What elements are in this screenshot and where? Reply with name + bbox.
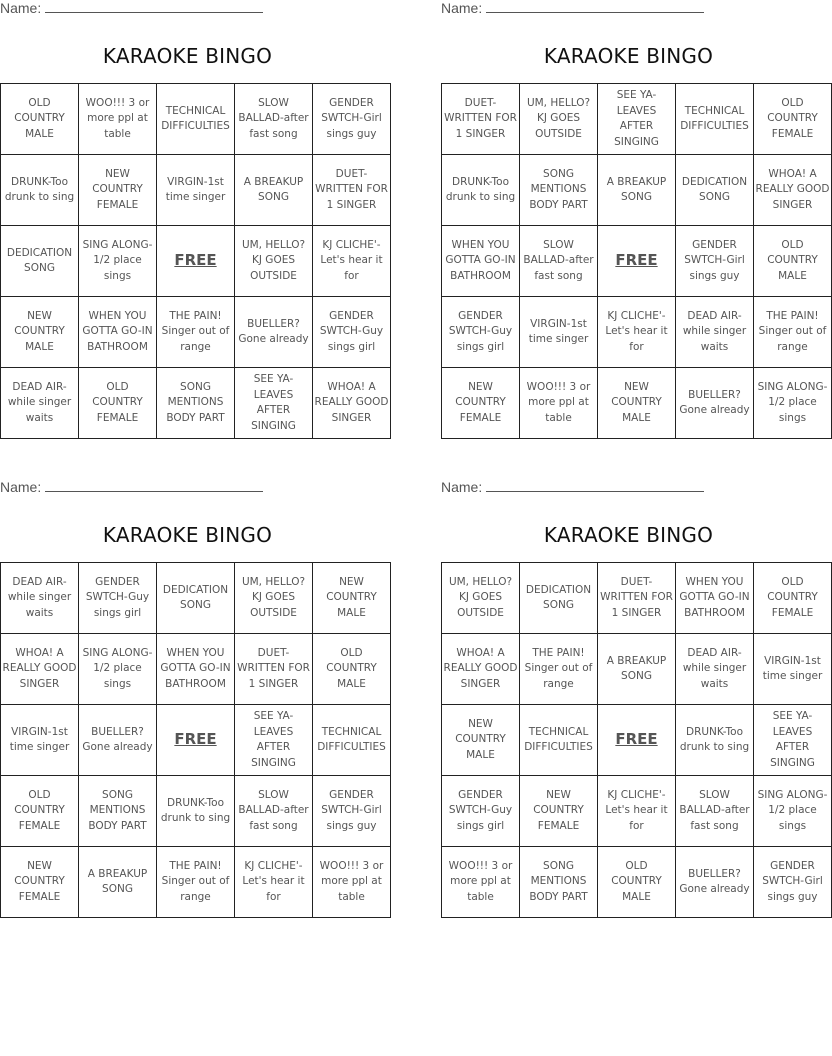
- bingo-cell: SLOW BALLAD-after fast song: [235, 776, 313, 847]
- bingo-cell: SONG MENTIONS BODY PART: [157, 368, 235, 439]
- bingo-cell: BUELLER? Gone already: [676, 847, 754, 918]
- bingo-cell: SING ALONG-1/2 place sings: [79, 226, 157, 297]
- bingo-cell: DUET-WRITTEN FOR 1 SINGER: [598, 563, 676, 634]
- free-space: FREE: [157, 705, 235, 776]
- bingo-cell: DUET-WRITTEN FOR 1 SINGER: [442, 84, 520, 155]
- bingo-cell: TECHNICAL DIFFICULTIES: [520, 705, 598, 776]
- bingo-cell: SONG MENTIONS BODY PART: [520, 155, 598, 226]
- bingo-cell: DUET-WRITTEN FOR 1 SINGER: [313, 155, 391, 226]
- bingo-cell: KJ CLICHE'-Let's hear it for: [598, 776, 676, 847]
- grid-row: [1, 368, 391, 439]
- grid-row: [442, 297, 832, 368]
- bingo-cell: OLD COUNTRY FEMALE: [79, 368, 157, 439]
- bingo-cell: OLD COUNTRY MALE: [754, 226, 832, 297]
- bingo-cell: THE PAIN! Singer out of range: [157, 297, 235, 368]
- bingo-cell: NEW COUNTRY FEMALE: [79, 155, 157, 226]
- bingo-cell: UM, HELLO? KJ GOES OUTSIDE: [235, 563, 313, 634]
- name-line: [0, 479, 263, 499]
- bingo-cell: GENDER SWTCH-Guy sings girl: [79, 563, 157, 634]
- card-title: KARAOKE BINGO: [543, 44, 714, 68]
- grid-row: [442, 368, 832, 439]
- card-title: KARAOKE BINGO: [102, 523, 273, 547]
- grid-row: [442, 634, 832, 705]
- grid-row: [442, 705, 832, 776]
- bingo-cell: DEAD AIR-while singer waits: [676, 297, 754, 368]
- bingo-cell: WHOA! A REALLY GOOD SINGER: [1, 634, 79, 705]
- name-blank: [486, 0, 704, 13]
- bingo-cell: VIRGIN-1st time singer: [520, 297, 598, 368]
- card-title: KARAOKE BINGO: [543, 523, 714, 547]
- bingo-cell: GENDER SWTCH-Guy sings girl: [313, 297, 391, 368]
- bingo-cell: BUELLER? Gone already: [79, 705, 157, 776]
- grid-row: [1, 84, 391, 155]
- name-line: [441, 479, 704, 499]
- bingo-cell: VIRGIN-1st time singer: [157, 155, 235, 226]
- grid-row: [442, 776, 832, 847]
- bingo-cell: DEDICATION SONG: [520, 563, 598, 634]
- bingo-cell: GENDER SWTCH-Girl sings guy: [313, 84, 391, 155]
- bingo-cell: DRUNK-Too drunk to sing: [676, 705, 754, 776]
- bingo-cell: DEDICATION SONG: [676, 155, 754, 226]
- bingo-cell: WHEN YOU GOTTA GO-IN BATHROOM: [79, 297, 157, 368]
- grid-row: [442, 155, 832, 226]
- bingo-cell: WHEN YOU GOTTA GO-IN BATHROOM: [676, 563, 754, 634]
- free-space: FREE: [598, 705, 676, 776]
- grid-row: [1, 776, 391, 847]
- bingo-cell: A BREAKUP SONG: [235, 155, 313, 226]
- bingo-cell: GENDER SWTCH-Guy sings girl: [442, 297, 520, 368]
- name-blank: [45, 479, 263, 492]
- bingo-cell: TECHNICAL DIFFICULTIES: [676, 84, 754, 155]
- grid-row: [1, 155, 391, 226]
- bingo-cell: DEDICATION SONG: [1, 226, 79, 297]
- bingo-cell: DEAD AIR-while singer waits: [676, 634, 754, 705]
- bingo-cell: NEW COUNTRY MALE: [313, 563, 391, 634]
- bingo-cell: DRUNK-Too drunk to sing: [1, 155, 79, 226]
- bingo-cell: SING ALONG-1/2 place sings: [79, 634, 157, 705]
- bingo-cell: OLD COUNTRY FEMALE: [754, 563, 832, 634]
- bingo-cell: THE PAIN! Singer out of range: [157, 847, 235, 918]
- grid-row: [1, 563, 391, 634]
- bingo-cell: SEE YA-LEAVES AFTER SINGING: [235, 368, 313, 439]
- bingo-cell: VIRGIN-1st time singer: [1, 705, 79, 776]
- bingo-cell: THE PAIN! Singer out of range: [754, 297, 832, 368]
- bingo-cell: NEW COUNTRY MALE: [598, 368, 676, 439]
- name-line: [0, 0, 263, 20]
- bingo-cell: OLD COUNTRY MALE: [1, 84, 79, 155]
- card-title: KARAOKE BINGO: [102, 44, 273, 68]
- bingo-cell: SING ALONG-1/2 place sings: [754, 368, 832, 439]
- grid-row: [442, 226, 832, 297]
- bingo-cell: WOO!!! 3 or more ppl at table: [520, 368, 598, 439]
- bingo-cell: OLD COUNTRY FEMALE: [754, 84, 832, 155]
- grid-row: [442, 847, 832, 918]
- bingo-cell: SING ALONG-1/2 place sings: [754, 776, 832, 847]
- bingo-cell: GENDER SWTCH-Guy sings girl: [442, 776, 520, 847]
- name-label: Name:: [441, 0, 483, 16]
- bingo-cell: A BREAKUP SONG: [79, 847, 157, 918]
- bingo-cell: GENDER SWTCH-Girl sings guy: [754, 847, 832, 918]
- bingo-cell: TECHNICAL DIFFICULTIES: [157, 84, 235, 155]
- bingo-cell: UM, HELLO? KJ GOES OUTSIDE: [235, 226, 313, 297]
- bingo-cell: GENDER SWTCH-Girl sings guy: [313, 776, 391, 847]
- bingo-cell: SONG MENTIONS BODY PART: [79, 776, 157, 847]
- bingo-grid: [0, 83, 391, 439]
- grid-row: [1, 847, 391, 918]
- bingo-cell: DEDICATION SONG: [157, 563, 235, 634]
- bingo-cell: BUELLER? Gone already: [235, 297, 313, 368]
- bingo-cell: WHOA! A REALLY GOOD SINGER: [442, 634, 520, 705]
- grid-row: [1, 297, 391, 368]
- bingo-cell: WOO!!! 3 or more ppl at table: [313, 847, 391, 918]
- bingo-cell: BUELLER? Gone already: [676, 368, 754, 439]
- name-label: Name:: [0, 479, 42, 495]
- bingo-cell: SEE YA-LEAVES AFTER SINGING: [598, 84, 676, 155]
- bingo-cell: DUET-WRITTEN FOR 1 SINGER: [235, 634, 313, 705]
- bingo-cell: NEW COUNTRY FEMALE: [520, 776, 598, 847]
- bingo-cell: UM, HELLO? KJ GOES OUTSIDE: [520, 84, 598, 155]
- free-space: FREE: [598, 226, 676, 297]
- bingo-cell: SLOW BALLAD-after fast song: [676, 776, 754, 847]
- bingo-cell: WOO!!! 3 or more ppl at table: [442, 847, 520, 918]
- bingo-cell: NEW COUNTRY MALE: [442, 705, 520, 776]
- bingo-cell: SONG MENTIONS BODY PART: [520, 847, 598, 918]
- bingo-cell: OLD COUNTRY FEMALE: [1, 776, 79, 847]
- name-label: Name:: [0, 0, 42, 16]
- grid-row: [1, 634, 391, 705]
- name-blank: [486, 479, 704, 492]
- bingo-cell: SLOW BALLAD-after fast song: [520, 226, 598, 297]
- bingo-cell: GENDER SWTCH-Girl sings guy: [676, 226, 754, 297]
- bingo-cell: TECHNICAL DIFFICULTIES: [313, 705, 391, 776]
- bingo-cell: NEW COUNTRY FEMALE: [442, 368, 520, 439]
- free-space: FREE: [157, 226, 235, 297]
- bingo-cell: KJ CLICHE'-Let's hear it for: [598, 297, 676, 368]
- bingo-cell: UM, HELLO? KJ GOES OUTSIDE: [442, 563, 520, 634]
- bingo-cell: SLOW BALLAD-after fast song: [235, 84, 313, 155]
- bingo-cell: A BREAKUP SONG: [598, 634, 676, 705]
- bingo-cell: OLD COUNTRY MALE: [598, 847, 676, 918]
- bingo-cell: KJ CLICHE'-Let's hear it for: [235, 847, 313, 918]
- bingo-cell: DEAD AIR-while singer waits: [1, 368, 79, 439]
- bingo-cell: VIRGIN-1st time singer: [754, 634, 832, 705]
- bingo-cell: NEW COUNTRY MALE: [1, 297, 79, 368]
- grid-row: [442, 563, 832, 634]
- name-line: [441, 0, 704, 20]
- bingo-cell: WOO!!! 3 or more ppl at table: [79, 84, 157, 155]
- grid-row: [1, 705, 391, 776]
- grid-row: [1, 226, 391, 297]
- bingo-cell: THE PAIN! Singer out of range: [520, 634, 598, 705]
- bingo-grid: [441, 562, 832, 918]
- bingo-cell: WHEN YOU GOTTA GO-IN BATHROOM: [157, 634, 235, 705]
- bingo-grid: [0, 562, 391, 918]
- bingo-cell: DRUNK-Too drunk to sing: [442, 155, 520, 226]
- bingo-cell: A BREAKUP SONG: [598, 155, 676, 226]
- bingo-cell: OLD COUNTRY MALE: [313, 634, 391, 705]
- bingo-cell: DEAD AIR-while singer waits: [1, 563, 79, 634]
- bingo-cell: DRUNK-Too drunk to sing: [157, 776, 235, 847]
- bingo-cell: WHOA! A REALLY GOOD SINGER: [313, 368, 391, 439]
- bingo-cell: SEE YA-LEAVES AFTER SINGING: [235, 705, 313, 776]
- grid-row: [442, 84, 832, 155]
- bingo-cell: KJ CLICHE'-Let's hear it for: [313, 226, 391, 297]
- bingo-cell: NEW COUNTRY FEMALE: [1, 847, 79, 918]
- bingo-cell: SEE YA-LEAVES AFTER SINGING: [754, 705, 832, 776]
- bingo-cell: WHEN YOU GOTTA GO-IN BATHROOM: [442, 226, 520, 297]
- bingo-cell: WHOA! A REALLY GOOD SINGER: [754, 155, 832, 226]
- bingo-grid: [441, 83, 832, 439]
- name-label: Name:: [441, 479, 483, 495]
- name-blank: [45, 0, 263, 13]
